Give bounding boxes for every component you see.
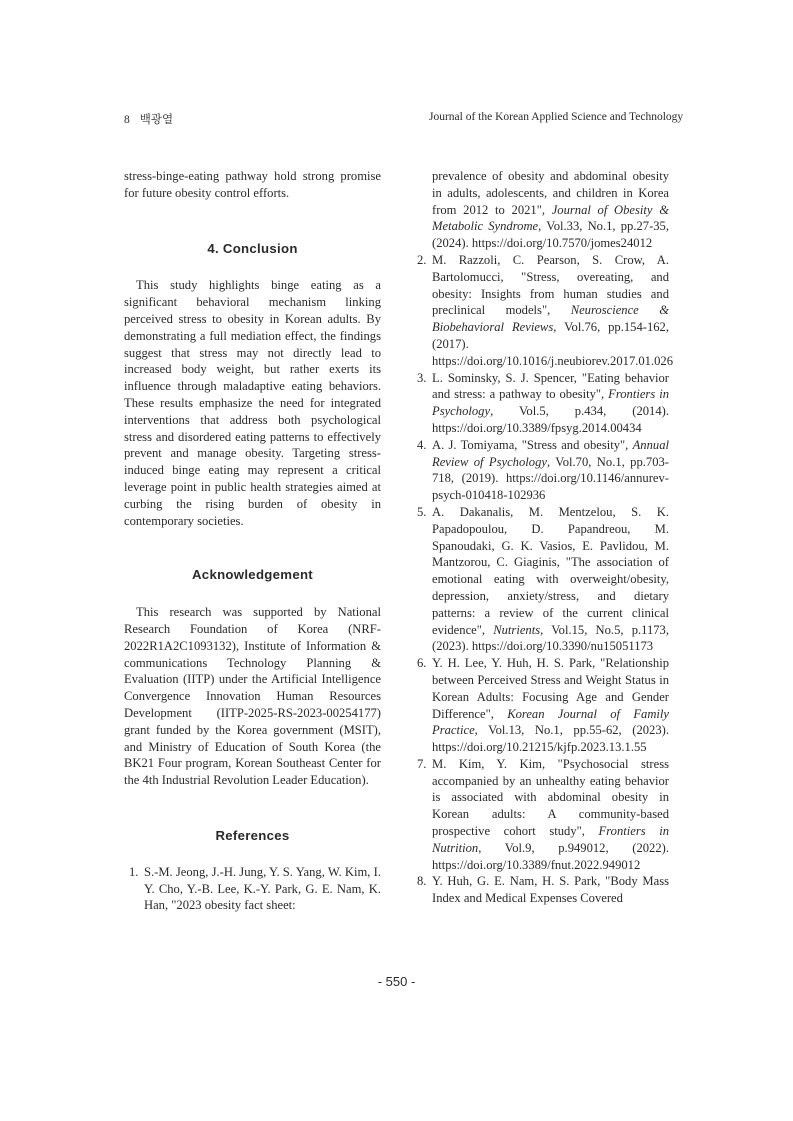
reference-number: 6. — [417, 656, 427, 671]
reference-list-right — [412, 168, 674, 907]
reference-journal: Frontiers in Nutrition — [432, 824, 669, 855]
author-name: 백광열 — [139, 114, 174, 126]
references-heading: References — [215, 827, 290, 843]
reference-number: 5. — [417, 504, 427, 519]
reference-number: 8. — [417, 874, 427, 889]
journal-title: Journal of the Korean Applied Science and Technology — [429, 111, 684, 123]
reference-item — [412, 370, 669, 437]
reference-item-continued — [412, 168, 669, 252]
reference-journal: Neuroscience & Biobehavioral Reviews — [432, 303, 669, 335]
reference-item — [412, 756, 669, 874]
running-header-left — [124, 111, 173, 127]
reference-number: 2. — [417, 252, 427, 267]
reference-text: L. Sominsky, S. J. Spencer, "Eating behavior and stress: a pathway to obesity", — [432, 370, 669, 402]
acknowledgement-paragraph: This research was supported by National Research Foundation of Korea (NRF-2022R1A2C1093132), Institute of Information & communications Technology Planning & Evaluation (IITP) under the Artificial Intelligence Convergence Innovation Human Resources Development (IITP-2025-RS-2023-00254177) grant funded by the Korea government (MSIT), and Ministry of Education of South Korea (the BK21 Four program, Korean Southeast Center for the 4th Industrial Revolution Leader Education). — [124, 605, 381, 788]
reference-item — [412, 252, 674, 370]
reference-journal: Journal of Obesity & Metabolic Syndrome — [432, 202, 669, 234]
reference-details: , Vol.33, No.1, pp.27-35, (2024). https://doi.org/10.7570/jomes24012 — [432, 219, 670, 251]
reference-details: , Vol.13, No.1, pp.55-62, (2023). https://doi.org/10.21215/kjfp.2023.13.1.55 — [432, 723, 669, 755]
page-number: 8 — [124, 114, 130, 126]
reference-number: 1. — [129, 864, 139, 879]
right-column — [412, 168, 674, 907]
reference-number: 3. — [417, 370, 427, 385]
reference-details: , Vol.15, No.5, p.1173, (2023). https://doi.org/10.3390/nu15051173 — [432, 622, 670, 654]
reference-details: , Vol.9, p.949012, (2022). https://doi.org/10.3389/fnut.2022.949012 — [432, 840, 669, 872]
conclusion-heading: 4. Conclusion — [207, 240, 298, 256]
reference-text: S.-M. Jeong, J.-H. Jung, Y. S. Yang, W. Kim, I. Y. Cho, Y.-B. Lee, K.-Y. Park, G. E. Nam, K. Han, "2023 obesity fact sheet: — [144, 864, 381, 913]
reference-journal: Frontiers in Psychology — [432, 387, 669, 419]
reference-details: , Vol.76, pp.154-162, (2017). https://doi.org/10.1016/j.neubiorev.2017.01.026 — [432, 320, 674, 368]
acknowledgement-heading: Acknowledgement — [191, 567, 313, 583]
reference-item — [124, 864, 381, 914]
reference-item — [412, 655, 669, 756]
conclusion-paragraph: This study highlights binge eating as a significant behavioral mechanism linking perceived stress to obesity in Korean adults. By demonstrating a full mediation effect, the findings suggest that stress may not directly lead to increased body weight, but rather exerts its influence through maladaptive eating behaviors. These results emphasize the need for integrated interventions that address both psychological stress and disordered eating patterns to effectively prevent and manage obesity. Targeting stress-induced binge eating may represent a critical leverage point in public health strategies aimed at curbing the rising burden of obesity in contemporary societies. — [124, 278, 381, 528]
reference-item — [412, 873, 669, 907]
reference-details: , Vol.5, p.434, (2014). https://doi.org/10.3389/fpsyg.2014.00434 — [432, 404, 669, 435]
reference-list-left — [124, 864, 381, 914]
left-column — [124, 168, 381, 914]
reference-details: , Vol.70, No.1, pp.703-718, (2019). https://doi.org/10.1146/annurev-psych-010418-102936 — [432, 454, 669, 503]
reference-journal: Annual Review of Psychology — [432, 437, 669, 469]
reference-text: Y. H. Lee, Y. Huh, H. S. Park, "Relationship between Perceived Stress and Weight Status in Korean Adults: Focusing Age and Gender Difference", — [432, 656, 669, 721]
reference-text: A. J. Tomiyama, "Stress and obesity", — [432, 437, 633, 452]
reference-item — [412, 437, 669, 504]
reference-text: Y. Huh, G. E. Nam, H. S. Park, "Body Mass Index and Medical Expenses Covered — [432, 874, 669, 906]
reference-item — [412, 504, 669, 655]
reference-number: 7. — [417, 756, 427, 771]
reference-text: A. Dakanalis, M. Mentzelou, S. K. Papadopoulou, D. Papandreou, M. Spanoudaki, G. K. Vasios, E. Pavlidou, M. Mantzorou, C. Giaginis, "The association of emotional eating with overweight/obesity, depression, anxiety/stress, and dietary patterns: a review of the current clinical evidence", — [432, 504, 669, 637]
reference-text: prevalence of obesity and abdominal obesity in adults, adolescents, and children in Korea from 2012 to 2021", — [432, 169, 669, 217]
reference-journal: Nutrients — [493, 622, 541, 637]
reference-text: M. Kim, Y. Kim, "Psychosocial stress accompanied by an unhealthy eating behavior is associated with abdominal obesity in Korean adults: A community-based prospective cohort study", — [432, 756, 669, 839]
reference-text: M. Razzoli, C. Pearson, S. Crow, A. Bartolomucci, "Stress, overeating, and obesity: Insights from human studies and preclinical models", — [432, 252, 669, 318]
page-footer: - 550 - — [377, 974, 416, 989]
intro-paragraph: stress-binge-eating pathway hold strong promise for future obesity control efforts. — [124, 169, 381, 200]
reference-number: 4. — [417, 437, 427, 452]
reference-journal: Korean Journal of Family Practice — [432, 706, 670, 738]
